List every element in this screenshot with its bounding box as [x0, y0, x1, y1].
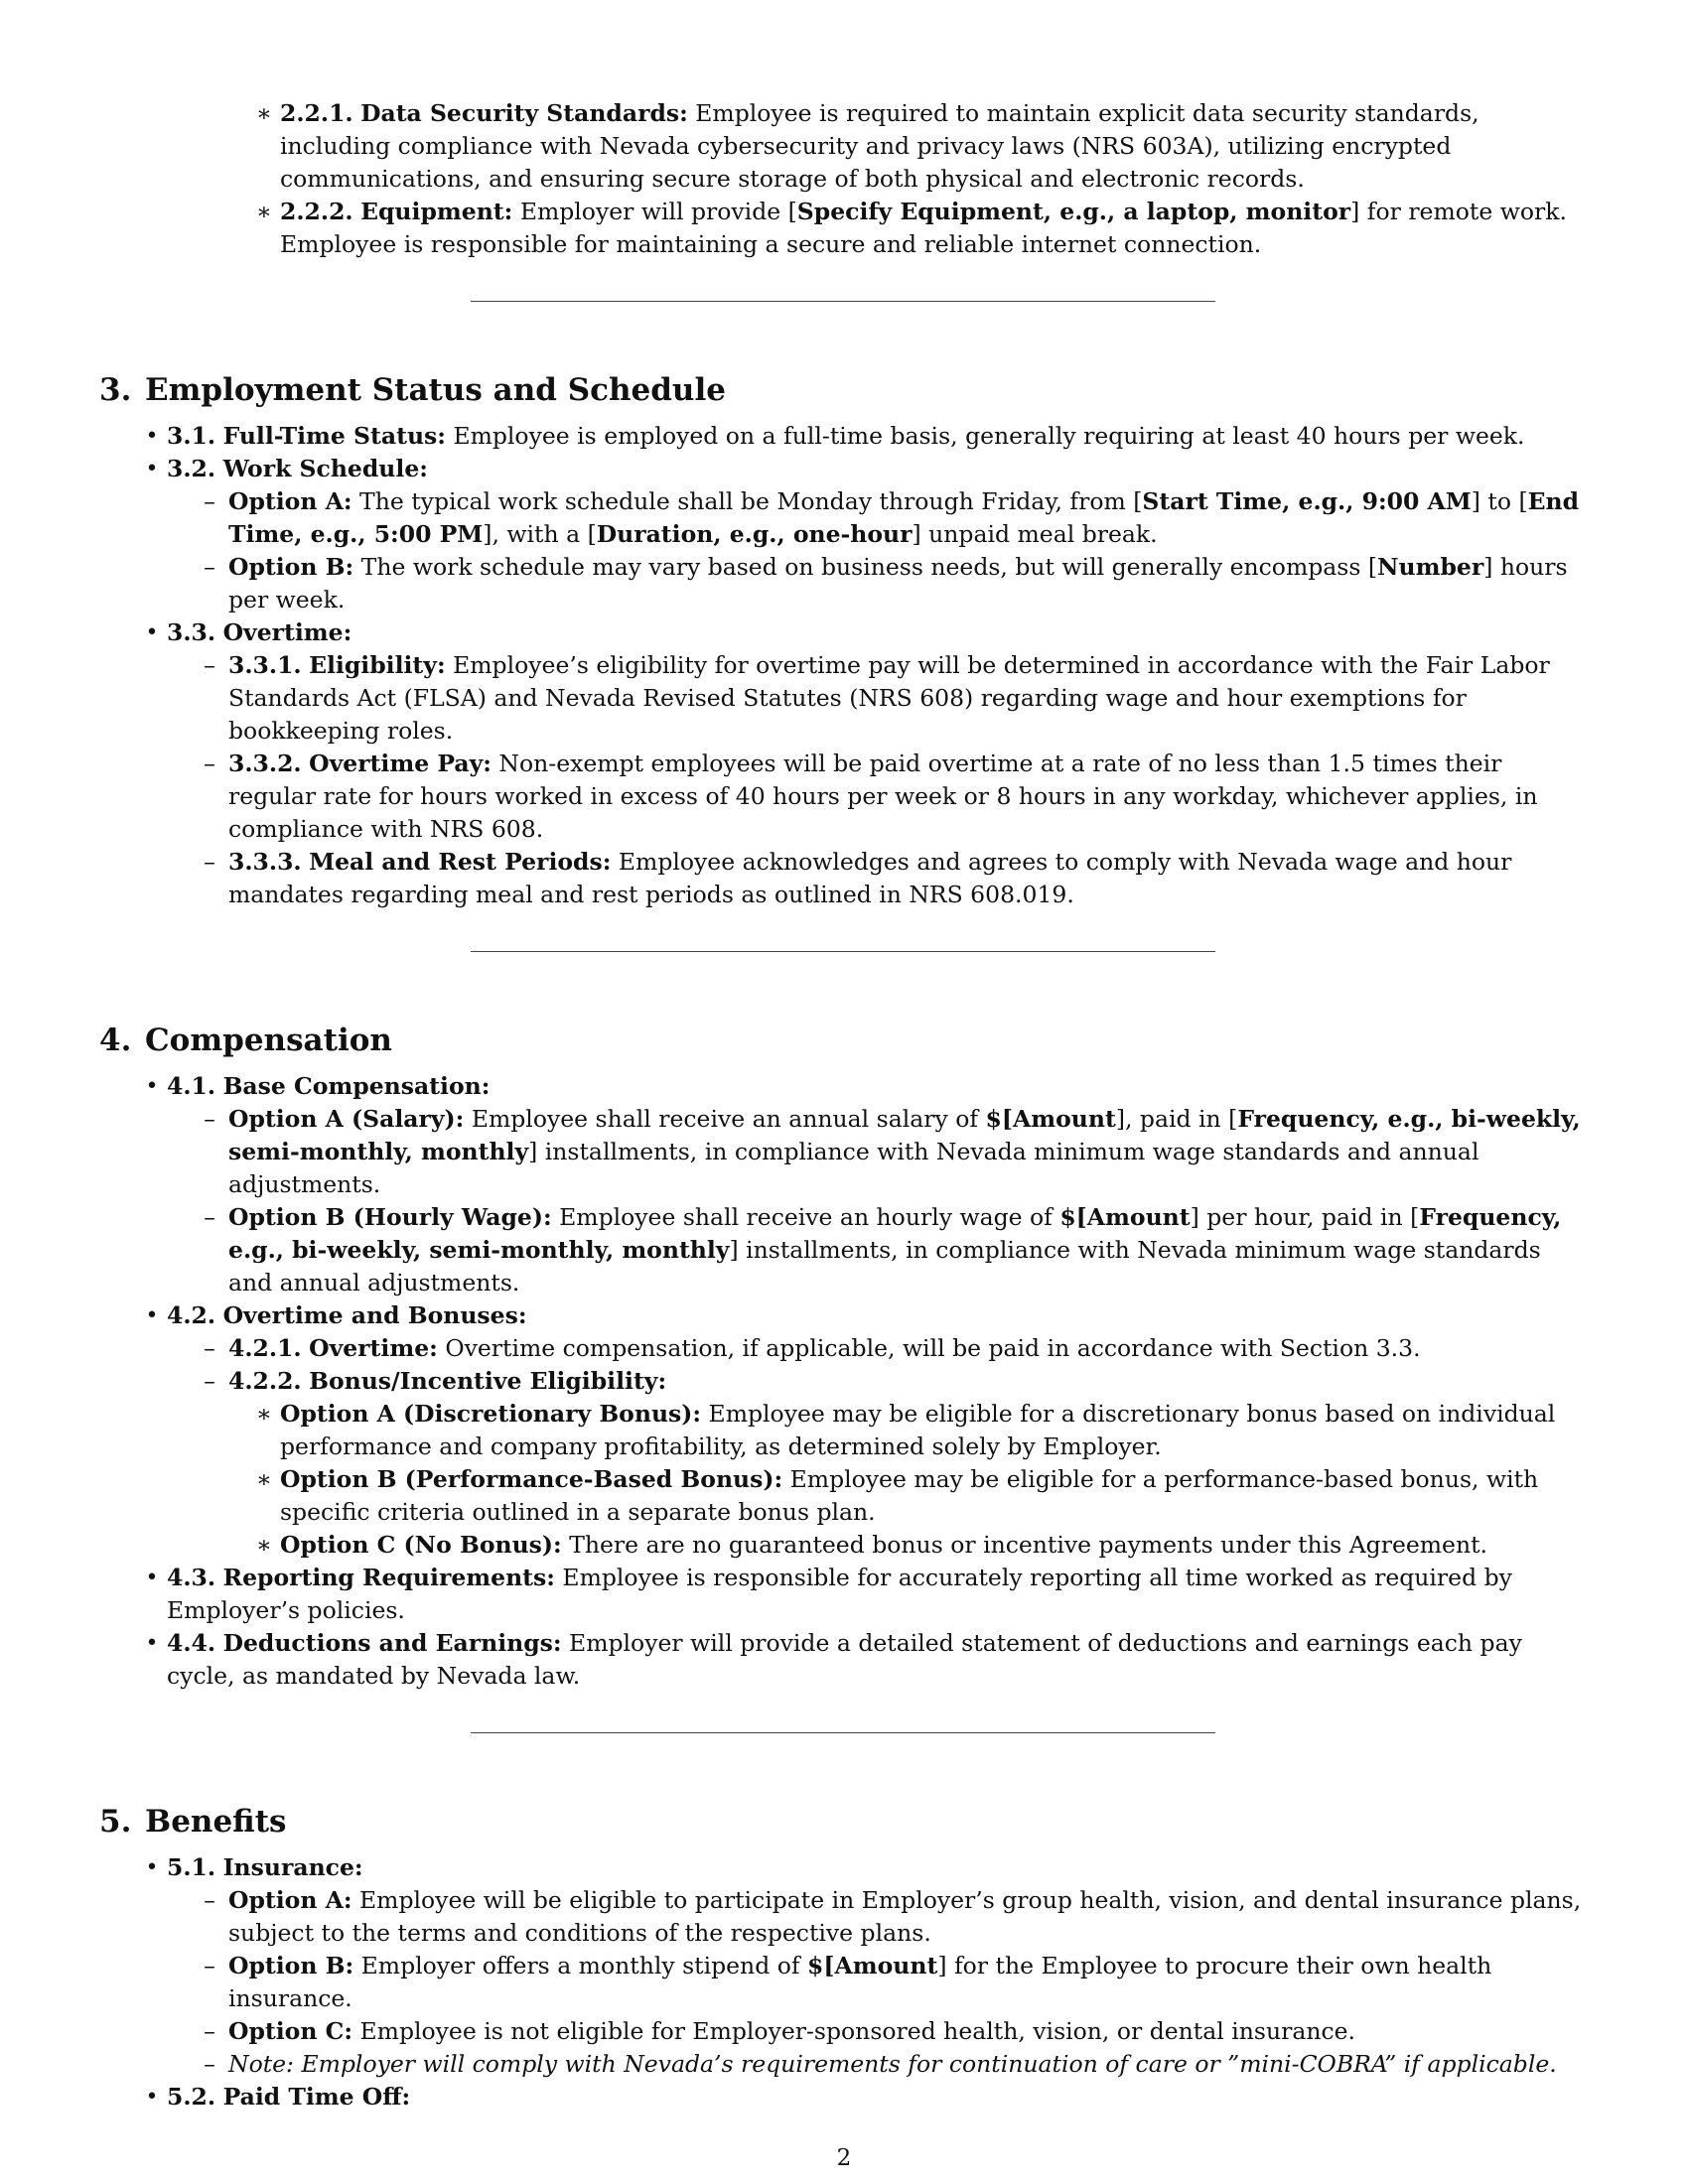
list-item-4-2-1: – 4.2.1. Overtime: Overtime compensation, if applicable, will be paid in accordance with Section 3.3. — [99, 1332, 1589, 1365]
list-item-bonus-option-c: ∗ Option C (No Bonus): There are no guaranteed bonus or incentive payments under this Agreement. — [99, 1529, 1589, 1562]
bullet-marker: • — [145, 1855, 159, 1880]
list-item-5-1: • 5.1. Insurance: — [99, 1851, 1589, 1884]
list-item-3-2: • 3.2. Work Schedule: — [99, 453, 1589, 485]
divider — [99, 1693, 1589, 1802]
divider — [99, 261, 1589, 370]
dash-marker: – — [204, 1952, 215, 1979]
divider — [99, 911, 1589, 1021]
dash-marker: – — [204, 1886, 215, 1914]
section-2-continuation — [99, 97, 1589, 261]
list-item-2-2-2: ∗ 2.2.2. Equipment: Employer will provide [Specify Equipment, e.g., a laptop, monitor] for remote work. Employee is responsible for maintaining a secure and reliable internet connection. — [99, 196, 1589, 261]
star-marker: ∗ — [256, 1400, 272, 1428]
list-item-5-1-option-a: – Option A: Employee will be eligible to participate in Employer’s group health, vision, and dental insurance plans, subject to the terms and conditions of the respective plans. — [99, 1884, 1589, 1950]
dash-marker: – — [204, 750, 215, 777]
list-item-4-3: • 4.3. Reporting Requirements: Employee is responsible for accurately reporting all time worked as required by Employer’s policies. — [99, 1562, 1589, 1627]
bullet-marker: • — [145, 1303, 159, 1328]
list-item-3-2-option-a: – Option A: The typical work schedule shall be Monday through Friday, from [Start Time, e.g., 9:00 AM] to [End Time, e.g., 5:00 PM], with a [Duration, e.g., one-hour] unpaid meal break. — [99, 485, 1589, 551]
section-heading: 4. Compensation — [99, 1023, 392, 1058]
list-item-3-3-3: – 3.3.3. Meal and Rest Periods: Employee acknowledges and agrees to comply with Nevada wage and hour mandates regarding meal and rest periods as outlined in NRS 608.019. — [99, 846, 1589, 911]
list-item-5-1-option-b: – Option B: Employer offers a monthly stipend of $[Amount] for the Employee to procure their own health insurance. — [99, 1950, 1589, 2015]
dash-marker: – — [204, 2017, 215, 2045]
star-marker: ∗ — [256, 1531, 272, 1559]
bullet-marker: • — [145, 457, 159, 481]
dash-marker: – — [204, 1203, 215, 1231]
section-4 — [99, 1021, 1589, 1693]
list-item-5-2: • 5.2. Paid Time Off: — [99, 2081, 1589, 2114]
star-marker: ∗ — [256, 99, 272, 127]
bullet-marker: • — [145, 2085, 159, 2110]
dash-marker: – — [204, 553, 215, 581]
list-item-4-1-option-a: – Option A (Salary): Employee shall receive an annual salary of $[Amount], paid in [Frequency, e.g., bi-weekly, semi-monthly, monthly] installments, in compliance with Nevada minimum wage standards and annual adjustments. — [99, 1103, 1589, 1201]
list-item-3-3-2: – 3.3.2. Overtime Pay: Non-exempt employees will be paid overtime at a rate of no less than 1.5 times their regular rate for hours worked in excess of 40 hours per week or 8 hours in any workday, whichever applies, in compliance with NRS 608. — [99, 748, 1589, 846]
page-content — [99, 97, 1589, 2114]
list-item-4-2-2: – 4.2.2. Bonus/Incentive Eligibility: — [99, 1365, 1589, 1398]
list-item-bonus-option-a: ∗ Option A (Discretionary Bonus): Employee may be eligible for a discretionary bonus based on individual performance and company profitability, as determined solely by Employer. — [99, 1398, 1589, 1463]
dash-marker: – — [204, 2050, 215, 2078]
list-item-3-3-1: – 3.3.1. Eligibility: Employee’s eligibility for overtime pay will be determined in accordance with the Fair Labor Standards Act (FLSA) and Nevada Revised Statutes (NRS 608) regarding wage and hour exemptions for bookkeeping roles. — [99, 649, 1589, 748]
star-marker: ∗ — [256, 198, 272, 225]
dash-marker: – — [204, 487, 215, 515]
list-item-4-1-option-b: – Option B (Hourly Wage): Employee shall receive an hourly wage of $[Amount] per hour, paid in [Frequency, e.g., bi-weekly, semi-monthly, monthly] installments, in compliance with Nevada minimum wage standards and annual adjustments. — [99, 1201, 1589, 1299]
list-item-3-1: • 3.1. Full-Time Status: Employee is employed on a full-time basis, generally requiring at least 40 hours per week. — [99, 420, 1589, 453]
list-item-4-1: • 4.1. Base Compensation: — [99, 1070, 1589, 1103]
bullet-marker: • — [145, 1631, 159, 1656]
list-item-2-2-1: ∗ 2.2.1. Data Security Standards: Employee is required to maintain explicit data security standards, including compliance with Nevada cybersecurity and privacy laws (NRS 603A), utilizing encrypted communications, and ensuring secure storage of both physical and electronic records. — [99, 97, 1589, 196]
dash-marker: – — [204, 1334, 215, 1362]
bullet-marker: • — [145, 1074, 159, 1099]
list-item-3-3: • 3.3. Overtime: — [99, 616, 1589, 649]
list-item-4-2: • 4.2. Overtime and Bonuses: — [99, 1299, 1589, 1332]
list-item-bonus-option-b: ∗ Option B (Performance-Based Bonus): Employee may be eligible for a performance-based bonus, with specific criteria outlined in a separate bonus plan. — [99, 1463, 1589, 1529]
star-marker: ∗ — [256, 1465, 272, 1493]
bullet-marker: • — [145, 1566, 159, 1590]
dash-marker: – — [204, 1367, 215, 1395]
dash-marker: – — [204, 651, 215, 679]
list-item-5-1-note: – Note: Employer will comply with Nevada’s requirements for continuation of care or ”mini-COBRA” if applicable. — [99, 2048, 1589, 2081]
section-heading: 3. Employment Status and Schedule — [99, 372, 726, 408]
dash-marker: – — [204, 1105, 215, 1133]
bullet-marker: • — [145, 620, 159, 645]
section-3 — [99, 370, 1589, 911]
bullet-marker: • — [145, 424, 159, 449]
list-item-4-4: • 4.4. Deductions and Earnings: Employer will provide a detailed statement of deductions and earnings each pay cycle, as mandated by Nevada law. — [99, 1627, 1589, 1693]
section-heading: 5. Benefits — [99, 1804, 287, 1840]
page-number: 2 — [836, 2145, 852, 2171]
dash-marker: – — [204, 848, 215, 876]
section-5 — [99, 1802, 1589, 2114]
list-item-3-2-option-b: – Option B: The work schedule may vary based on business needs, but will generally encompass [Number] hours per week. — [99, 551, 1589, 616]
list-item-5-1-option-c: – Option C: Employee is not eligible for Employer-sponsored health, vision, or dental insurance. — [99, 2015, 1589, 2048]
